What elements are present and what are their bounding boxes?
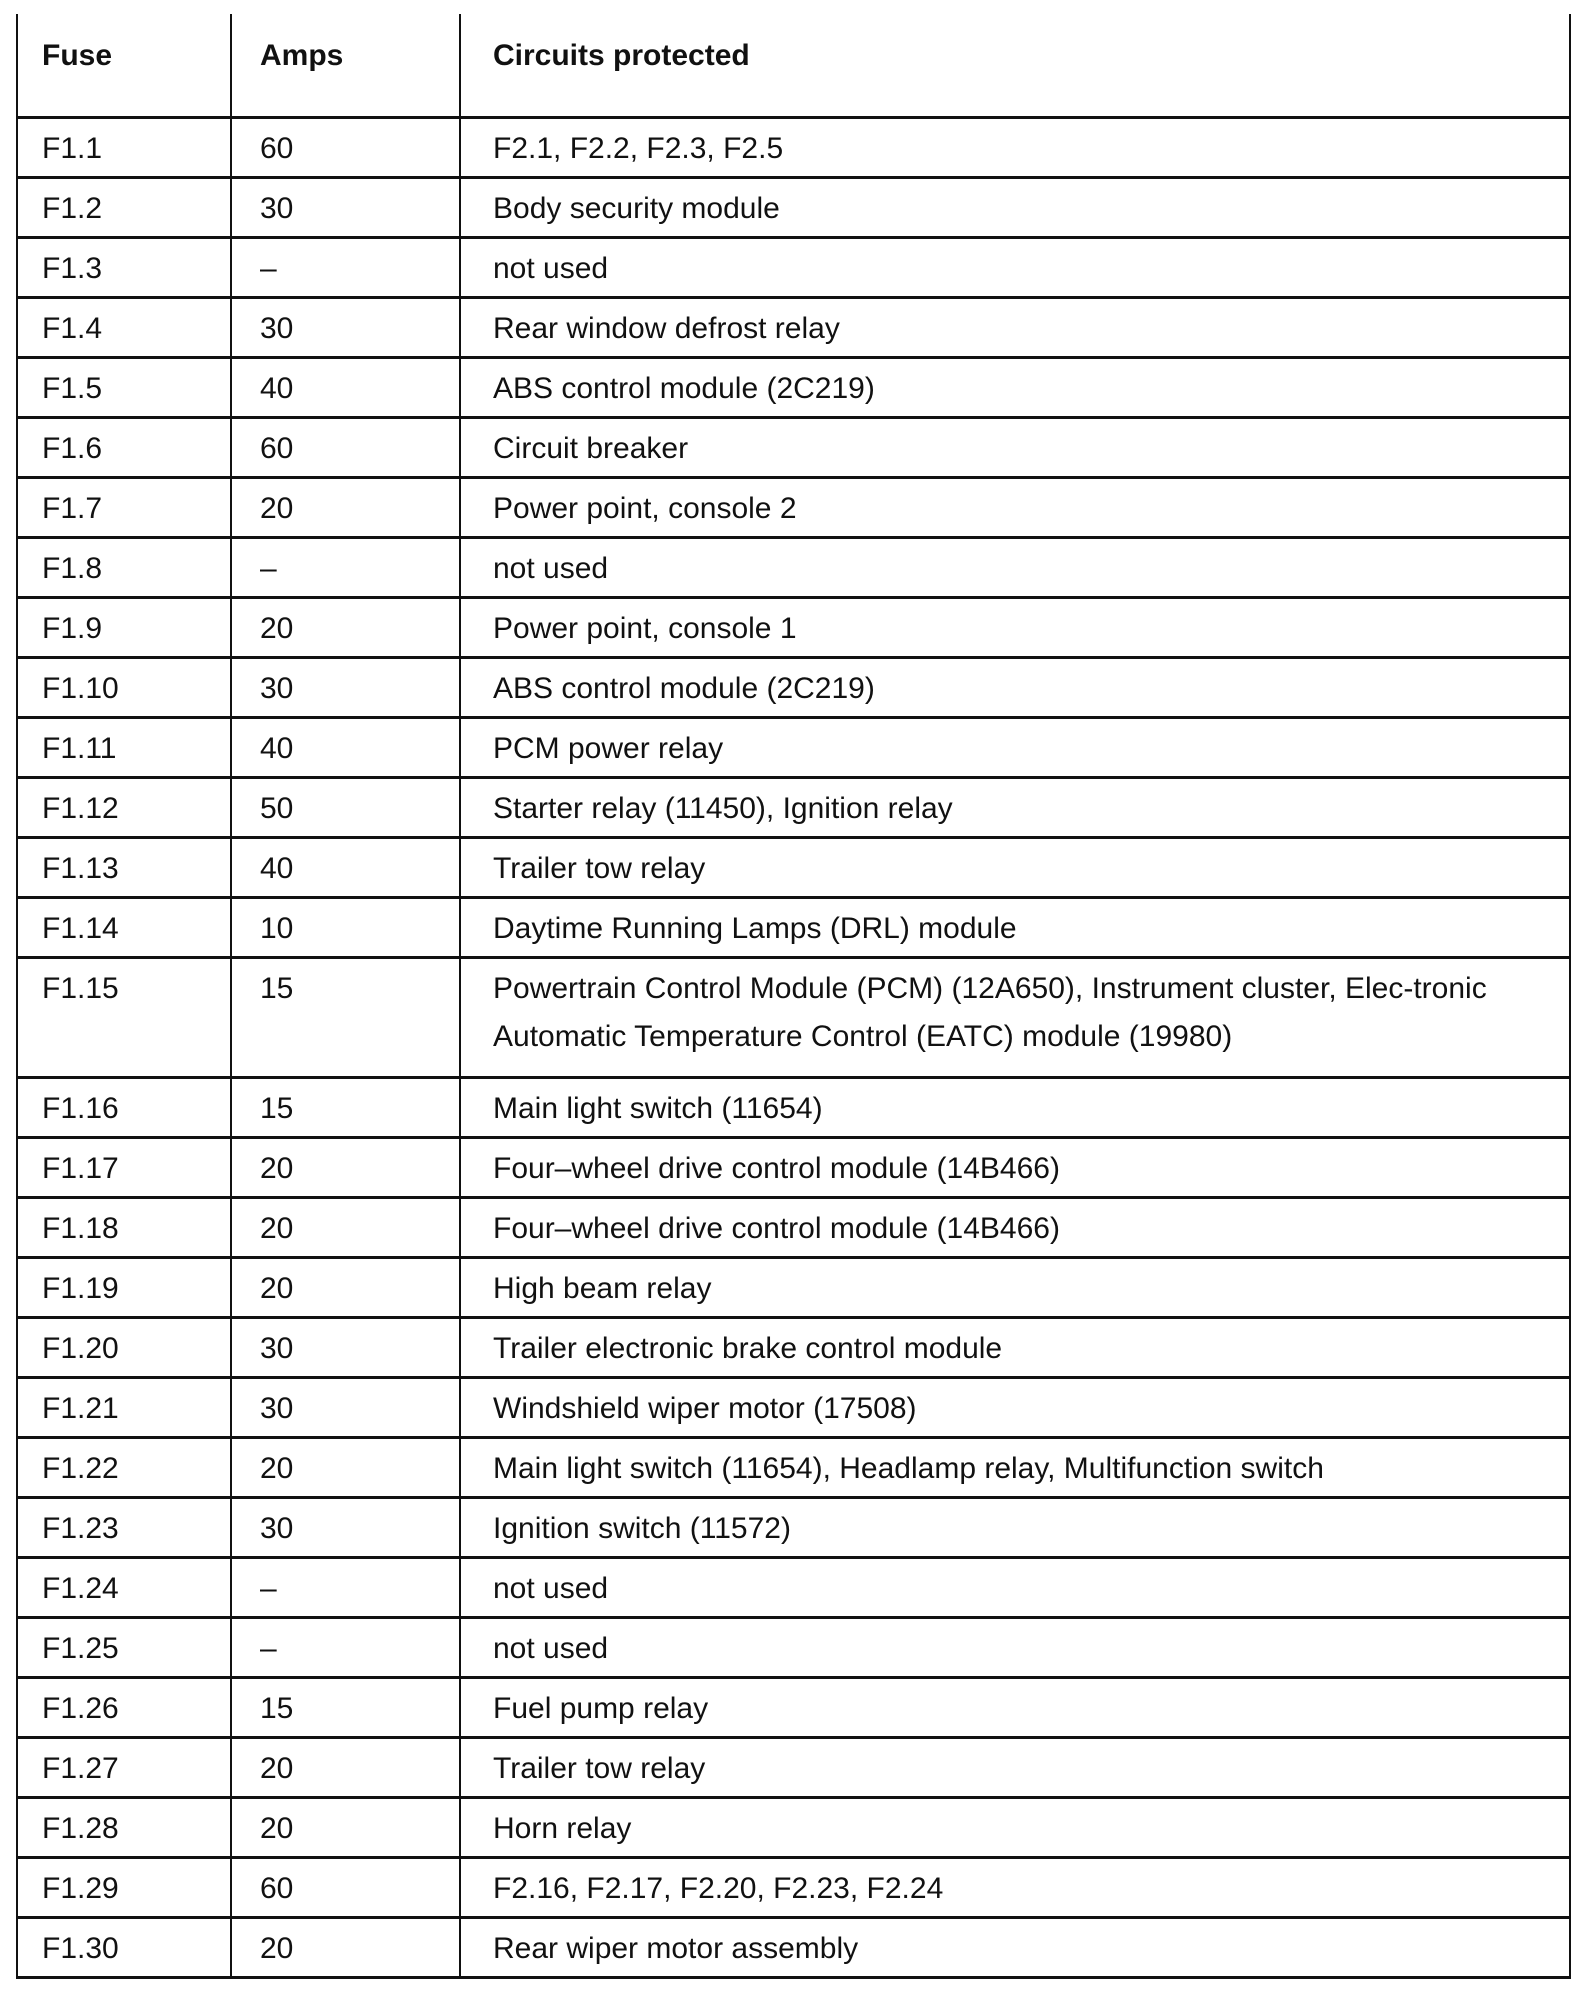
cell-circuits: F2.16, F2.17, F2.20, F2.23, F2.24 [460, 1857, 1570, 1917]
cell-amps: – [231, 537, 460, 597]
table-row [17, 1257, 1570, 1317]
cell-circuits: Power point, console 1 [460, 597, 1570, 657]
cell-fuse: F1.14 [17, 897, 231, 957]
table-row [17, 177, 1570, 237]
cell-amps: 15 [231, 1077, 460, 1137]
table-row [17, 477, 1570, 537]
cell-circuits: not used [460, 1557, 1570, 1617]
cell-amps: 20 [231, 597, 460, 657]
cell-fuse: F1.24 [17, 1557, 231, 1617]
cell-amps: 10 [231, 897, 460, 957]
cell-fuse: F1.26 [17, 1677, 231, 1737]
cell-amps: 30 [231, 1497, 460, 1557]
cell-circuits: ABS control module (2C219) [460, 657, 1570, 717]
header-circuits: Circuits protected [460, 14, 1570, 117]
cell-fuse: F1.8 [17, 537, 231, 597]
cell-fuse: F1.18 [17, 1197, 231, 1257]
table-row [17, 1137, 1570, 1197]
cell-amps: 20 [231, 477, 460, 537]
table-row [17, 237, 1570, 297]
table-row [17, 1557, 1570, 1617]
table-row [17, 1197, 1570, 1257]
cell-amps: 20 [231, 1257, 460, 1317]
cell-amps: 60 [231, 417, 460, 477]
cell-amps: 40 [231, 717, 460, 777]
cell-circuits: not used [460, 1617, 1570, 1677]
table-row [17, 1437, 1570, 1497]
cell-amps: 30 [231, 177, 460, 237]
cell-fuse: F1.20 [17, 1317, 231, 1377]
cell-amps: 20 [231, 1197, 460, 1257]
cell-amps: 20 [231, 1737, 460, 1797]
cell-fuse: F1.21 [17, 1377, 231, 1437]
cell-fuse: F1.9 [17, 597, 231, 657]
table-row [17, 417, 1570, 477]
table-row [17, 777, 1570, 837]
cell-circuits: Trailer tow relay [460, 1737, 1570, 1797]
cell-amps: 30 [231, 657, 460, 717]
cell-circuits: Trailer electronic brake control module [460, 1317, 1570, 1377]
cell-circuits: Windshield wiper motor (17508) [460, 1377, 1570, 1437]
cell-fuse: F1.12 [17, 777, 231, 837]
cell-fuse: F1.13 [17, 837, 231, 897]
cell-circuits: Horn relay [460, 1797, 1570, 1857]
cell-fuse: F1.22 [17, 1437, 231, 1497]
cell-circuits: Ignition switch (11572) [460, 1497, 1570, 1557]
table-row [17, 1857, 1570, 1917]
cell-circuits: Power point, console 2 [460, 477, 1570, 537]
cell-circuits: ABS control module (2C219) [460, 357, 1570, 417]
cell-amps: 50 [231, 777, 460, 837]
cell-circuits: Four–wheel drive control module (14B466) [460, 1197, 1570, 1257]
table-row [17, 1617, 1570, 1677]
table-row [17, 1797, 1570, 1857]
cell-fuse: F1.5 [17, 357, 231, 417]
cell-amps: 60 [231, 117, 460, 177]
cell-amps: 30 [231, 1377, 460, 1437]
cell-amps: 40 [231, 357, 460, 417]
table-row [17, 297, 1570, 357]
cell-circuits: not used [460, 237, 1570, 297]
cell-circuits: Rear window defrost relay [460, 297, 1570, 357]
cell-fuse: F1.7 [17, 477, 231, 537]
cell-circuits: not used [460, 537, 1570, 597]
cell-amps: – [231, 237, 460, 297]
cell-circuits: Fuel pump relay [460, 1677, 1570, 1737]
table-row [17, 657, 1570, 717]
cell-amps: 30 [231, 1317, 460, 1377]
cell-amps: 15 [231, 1677, 460, 1737]
cell-circuits: Daytime Running Lamps (DRL) module [460, 897, 1570, 957]
cell-amps: 20 [231, 1137, 460, 1197]
table-row [17, 717, 1570, 777]
header-fuse: Fuse [17, 14, 231, 117]
cell-fuse: F1.1 [17, 117, 231, 177]
cell-fuse: F1.27 [17, 1737, 231, 1797]
cell-fuse: F1.19 [17, 1257, 231, 1317]
cell-fuse: F1.4 [17, 297, 231, 357]
table-row [17, 357, 1570, 417]
cell-amps: – [231, 1557, 460, 1617]
cell-circuits: Body security module [460, 177, 1570, 237]
table-row [17, 537, 1570, 597]
cell-fuse: F1.28 [17, 1797, 231, 1857]
cell-fuse: F1.25 [17, 1617, 231, 1677]
table-row [17, 1917, 1570, 1977]
cell-amps: – [231, 1617, 460, 1677]
cell-amps: 15 [231, 957, 460, 1077]
cell-circuits: Trailer tow relay [460, 837, 1570, 897]
cell-fuse: F1.6 [17, 417, 231, 477]
table-row [17, 897, 1570, 957]
table-row [17, 1377, 1570, 1437]
cell-fuse: F1.17 [17, 1137, 231, 1197]
cell-fuse: F1.15 [17, 957, 231, 1077]
cell-amps: 20 [231, 1797, 460, 1857]
table-row [17, 597, 1570, 657]
cell-circuits: PCM power relay [460, 717, 1570, 777]
cell-fuse: F1.29 [17, 1857, 231, 1917]
cell-fuse: F1.30 [17, 1917, 231, 1977]
cell-circuits: High beam relay [460, 1257, 1570, 1317]
table-row [17, 1677, 1570, 1737]
fuse-table [16, 14, 1571, 1979]
table-row [17, 1737, 1570, 1797]
cell-fuse: F1.10 [17, 657, 231, 717]
cell-circuits: Circuit breaker [460, 417, 1570, 477]
cell-circuits: Starter relay (11450), Ignition relay [460, 777, 1570, 837]
cell-fuse: F1.11 [17, 717, 231, 777]
table-row [17, 957, 1570, 1077]
table-row [17, 1077, 1570, 1137]
cell-fuse: F1.16 [17, 1077, 231, 1137]
cell-circuits: Main light switch (11654), Headlamp relay, Multifunction switch [460, 1437, 1570, 1497]
header-amps: Amps [231, 14, 460, 117]
table-row [17, 117, 1570, 177]
cell-amps: 20 [231, 1917, 460, 1977]
table-row [17, 1497, 1570, 1557]
cell-fuse: F1.3 [17, 237, 231, 297]
cell-circuits: Powertrain Control Module (PCM) (12A650), Instrument cluster, Elec-tronic Automatic Temperature Control (EATC) module (19980) [460, 957, 1570, 1077]
cell-fuse: F1.2 [17, 177, 231, 237]
cell-circuits: F2.1, F2.2, F2.3, F2.5 [460, 117, 1570, 177]
cell-circuits: Rear wiper motor assembly [460, 1917, 1570, 1977]
cell-amps: 20 [231, 1437, 460, 1497]
cell-amps: 40 [231, 837, 460, 897]
table-body [17, 117, 1570, 1977]
cell-fuse: F1.23 [17, 1497, 231, 1557]
cell-circuits: Main light switch (11654) [460, 1077, 1570, 1137]
table-row [17, 837, 1570, 897]
table-row [17, 1317, 1570, 1377]
cell-amps: 30 [231, 297, 460, 357]
fuse-table-container [16, 14, 1569, 1979]
table-header-row [17, 14, 1570, 117]
cell-circuits: Four–wheel drive control module (14B466) [460, 1137, 1570, 1197]
cell-amps: 60 [231, 1857, 460, 1917]
